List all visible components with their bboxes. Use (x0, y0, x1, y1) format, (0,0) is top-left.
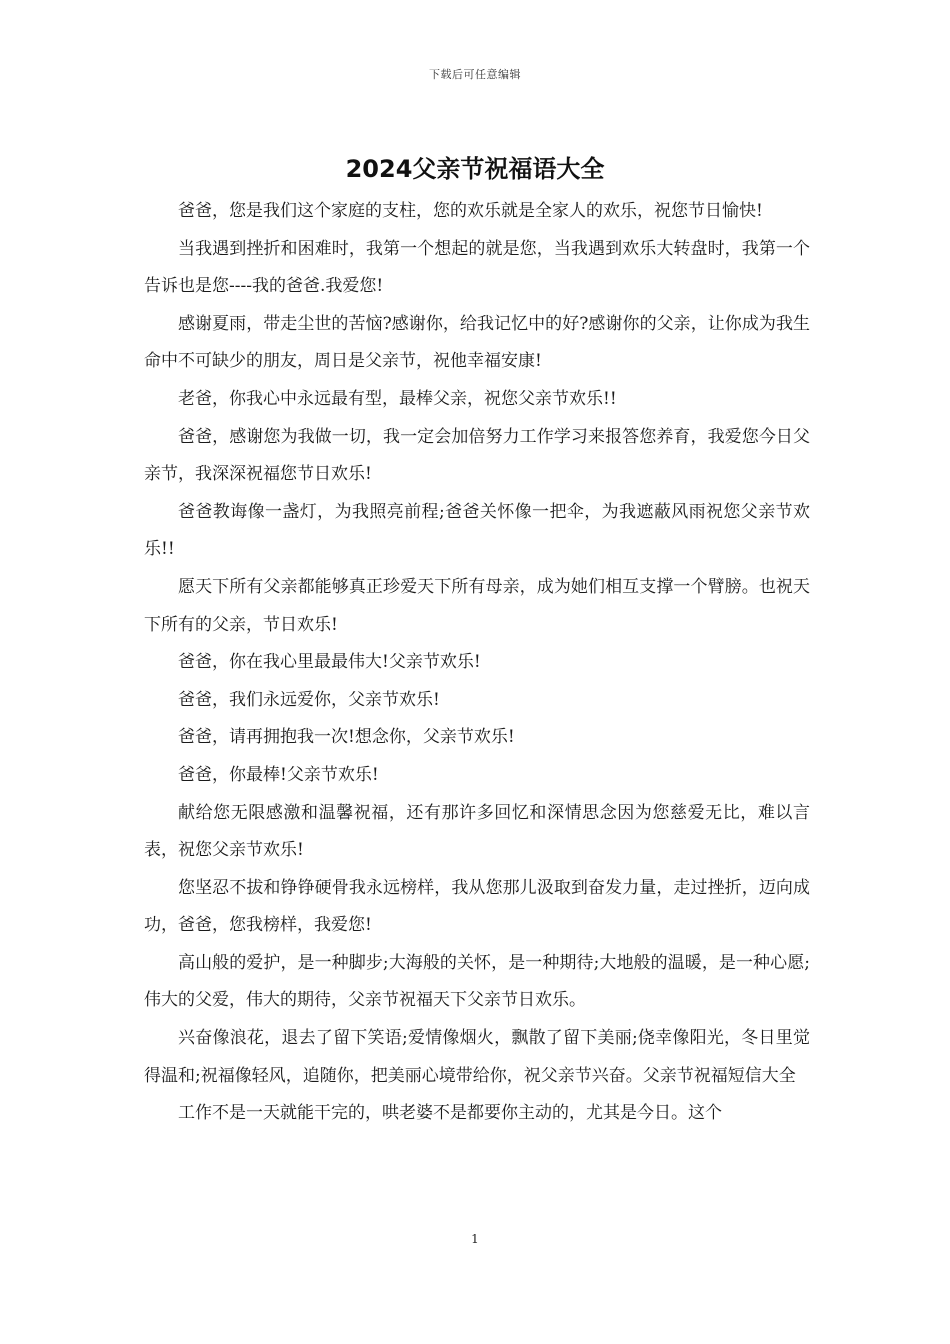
page-header-note: 下载后可任意编辑 (429, 68, 521, 81)
paragraph: 高山般的爱护，是一种脚步;大海般的关怀，是一种期待;大地般的温暖，是一种心愿;伟大的父爱，伟大的期待，父亲节祝福天下父亲节日欢乐。 (144, 952, 810, 1011)
paragraph: 兴奋像浪花，退去了留下笑语;爱情像烟火，飘散了留下美丽;侥幸像阳光，冬日里觉得温和;祝福像轻风，追随你，把美丽心境带给你，祝父亲节兴奋。父亲节祝福短信大全 (144, 1028, 810, 1086)
paragraph: 爸爸，您是我们这个家庭的支柱，您的欢乐就是全家人的欢乐，祝您节日愉快! (178, 201, 763, 221)
paragraph: 爸爸，感谢您为我做一切，我一定会加倍努力工作学习来报答您养育，我爱您今日父亲节，我深深祝福您节日欢乐! (144, 426, 810, 485)
document-title: 2024父亲节祝福语大全 (345, 155, 605, 183)
paragraph: 您坚忍不拔和铮铮硬骨我永远榜样，我从您那儿汲取到奋发力量，走过挫折，迈向成功，爸爸，您我榜样，我爱您! (144, 877, 810, 936)
paragraph: 当我遇到挫折和困难时，我第一个想起的就是您，当我遇到欢乐大转盘时，我第一个告诉也是您----我的爸爸.我爱您! (144, 238, 810, 297)
page-number: 1 (471, 1232, 479, 1246)
paragraph: 老爸，你我心中永远最有型，最棒父亲，祝您父亲节欢乐!! (178, 388, 617, 409)
paragraph: 感谢夏雨，带走尘世的苦恼?感谢你，给我记忆中的好?感谢你的父亲，让你成为我生命中不可缺少的朋友，周日是父亲节，祝他幸福安康! (144, 313, 810, 372)
paragraph: 爸爸，你在我心里最最伟大!父亲节欢乐! (178, 652, 481, 673)
paragraph: 爸爸，请再拥抱我一次!想念你，父亲节欢乐! (178, 727, 515, 748)
paragraph: 爸爸，你最棒!父亲节欢乐! (178, 764, 379, 785)
paragraph: 献给您无限感激和温馨祝福，还有那许多回忆和深情思念因为您慈爱无比，难以言表，祝您父亲节欢乐! (144, 802, 810, 861)
paragraph: 愿天下所有父亲都能够真正珍爱天下所有母亲，成为她们相互支撑一个臂膀。也祝天下所有的父亲，节日欢乐! (144, 576, 810, 635)
paragraph: 爸爸，我们永远爱你，父亲节欢乐! (178, 689, 440, 710)
paragraph: 工作不是一天就能干完的，哄老婆不是都要你主动的，尤其是今日。这个 (178, 1103, 722, 1124)
paragraph: 爸爸教诲像一盏灯，为我照亮前程;爸爸关怀像一把伞，为我遮蔽风雨祝您父亲节欢乐!! (144, 501, 810, 560)
document-body (144, 193, 810, 1133)
